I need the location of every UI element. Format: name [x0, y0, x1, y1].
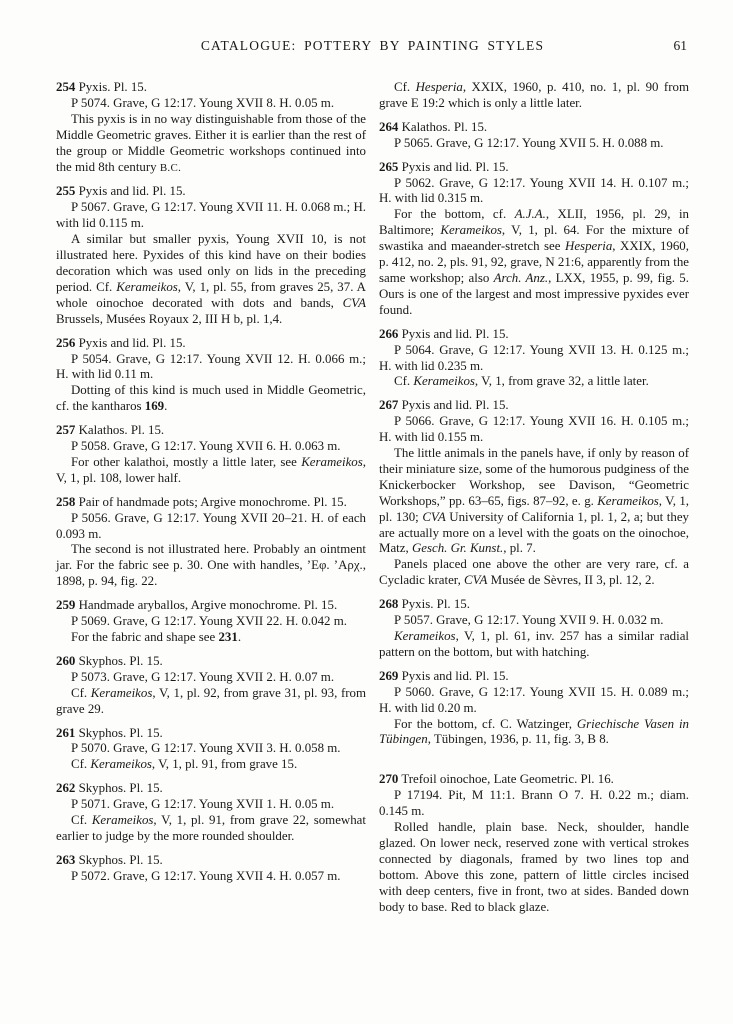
text-segment: For the bottom, cf.: [394, 207, 515, 222]
entry-paragraph: [379, 557, 689, 589]
text-segment: CVA: [464, 573, 488, 588]
text-segment: P 5069. Grave, G 12:17. Young XVII 22. H. 0.042 m.: [71, 614, 347, 629]
entry-number: 263: [56, 852, 76, 867]
entry-heading: 256 Pyxis and lid. Pl. 15.: [56, 335, 186, 350]
text-segment: P 5058. Grave, G 12:17. Young XVII 6. H. 0.063 m.: [71, 439, 341, 454]
entry-paragraph: [56, 614, 366, 630]
entry-number: 270: [379, 772, 399, 787]
text-segment: P 5064. Grave, G 12:17. Young XVII 13. H. 0.125 m.; H. with lid 0.235 m.: [379, 342, 689, 373]
catalog-entry: [56, 423, 366, 487]
entry-paragraph: [56, 511, 366, 543]
text-segment: 231: [218, 630, 238, 644]
entry-number: 268: [379, 597, 399, 612]
entry-heading: 267 Pyxis and lid. Pl. 15.: [379, 398, 509, 413]
text-segment: P 5060. Grave, G 12:17. Young XVII 15. H. 0.089 m.; H. with lid 0.20 m.: [379, 684, 689, 715]
entry-paragraph: [56, 542, 366, 590]
entry-heading: 254 Pyxis. Pl. 15.: [56, 80, 147, 94]
page-number: 61: [673, 38, 687, 53]
text-segment: P 17194. Pit, M 11:1. Brann O 7. H. 0.22 m.; diam. 0.145 m.: [379, 788, 689, 819]
entry-number: 265: [379, 159, 399, 174]
text-segment: CVA: [422, 509, 446, 524]
catalog-entry: [379, 120, 689, 152]
text-segment: P 5071. Grave, G 12:17. Young XVII 1. H. 0.05 m.: [71, 797, 335, 812]
text-segment: Hesperia: [565, 239, 613, 254]
text-segment: .: [237, 630, 242, 644]
entry-paragraph: [56, 686, 366, 718]
text-segment: Cf.: [394, 374, 414, 389]
running-head-title: CATALOGUE: POTTERY BY PAINTING STYLES: [200, 38, 545, 53]
catalog-entry: [56, 726, 366, 774]
entry-paragraph: [379, 374, 689, 390]
entry-heading: 262 Skyphos. Pl. 15.: [56, 781, 163, 796]
text-segment: Rolled handle, plain base. Neck, shoulder, handle glazed. On lower neck, reserved zone with vertical strokes connected by diagonals, framed by two lines top and bottom. Above this zone, pattern of little circles incised with deep centers, five in front, two at sides. Banded down body to base. Red to black glaze.: [379, 820, 689, 914]
text-segment: P 5072. Grave, G 12:17. Young XVII 4. H. 0.057 m.: [71, 868, 341, 883]
text-segment: , Tübingen, 1936, p. 11, fig. 3, B 8.: [427, 732, 609, 747]
entry-number: 264: [379, 119, 399, 134]
text-segment: Griechische Vasen in Tübingen: [379, 716, 689, 747]
catalog-entry: [56, 336, 366, 416]
text-segment: Panels placed one above the other are very rare, cf. a Cycladic krater,: [379, 557, 689, 588]
entry-heading: 255 Pyxis and lid. Pl. 15.: [56, 184, 186, 199]
entry-heading: 263 Skyphos. Pl. 15.: [56, 852, 163, 867]
text-segment: , V, 1, pl. 130;: [379, 493, 689, 524]
text-segment: , V, 1, pl. 61, inv. 257 has a similar radial pattern on the bottom, but with hatching.: [379, 629, 689, 659]
text-segment: A.J.A.: [514, 207, 546, 222]
entry-number: 267: [379, 398, 399, 413]
text-segment: , XLII, 1956, pl. 29, in Baltimore;: [379, 207, 689, 238]
entry-heading: 269 Pyxis and lid. Pl. 15.: [379, 668, 509, 683]
text-segment: Kerameikos: [413, 374, 475, 389]
text-segment: Kerameikos: [394, 629, 456, 643]
catalog-entry: [379, 160, 689, 319]
text-segment: The little animals in the panels have, if only by reason of their miniature size, some of the humorous pudginess of the Knickerbocker Workshop, see Davison, “Geometric Workshops,” pp. 63–65, figs. 87–92, e. g.: [379, 446, 689, 508]
text-segment: , XXIX, 1960, p. 412, no. 2, pls. 91, 92, grave, N 21:6, apparently from the same workshop; also: [379, 239, 689, 285]
entry-paragraph: [379, 80, 689, 112]
text-segment: B.C.: [159, 161, 182, 174]
text-segment: Musée de Sèvres, II 3, pl. 12, 2.: [487, 573, 655, 588]
catalog-entry: [379, 398, 689, 589]
text-segment: Cf.: [71, 685, 91, 700]
text-segment: , XXIX, 1960, p. 410, no. 1, pl. 90 from grave E 19:2 which is only a little later.: [379, 80, 689, 110]
text-segment: P 5073. Grave, G 12:17. Young XVII 2. H. 0.07 m.: [71, 669, 335, 684]
catalog-entry: [56, 598, 366, 646]
catalog-entry: [379, 669, 689, 749]
text-segment: The second is not illustrated here. Probably an ointment jar. For the fabric see p. 30. One with handles, ’Εφ. ’Αρχ., 1898, p. 94, fig. 22.: [56, 542, 366, 589]
entry-number: 257: [56, 423, 76, 438]
entry-continuation: [379, 80, 689, 112]
entry-paragraph: [56, 630, 366, 646]
catalog-entry: [56, 654, 366, 718]
text-segment: For other kalathoi, mostly a little later, see: [71, 454, 302, 469]
entry-number: 260: [56, 653, 76, 668]
entry-number: 258: [56, 494, 76, 509]
text-segment: P 5062. Grave, G 12:17. Young XVII 14. H. 0.107 m.; H. with lid 0.315 m.: [379, 175, 689, 206]
entry-paragraph: [379, 446, 689, 557]
entry-paragraph: [56, 757, 366, 773]
entry-number: 266: [379, 326, 399, 341]
text-segment: , pl. 7.: [503, 541, 536, 556]
catalog-entry: [379, 597, 689, 661]
entry-paragraph: [56, 112, 366, 177]
entry-paragraph: [379, 717, 689, 749]
entry-paragraph: [56, 670, 366, 686]
entry-heading: 266 Pyxis and lid. Pl. 15.: [379, 326, 509, 341]
entry-paragraph: [56, 797, 366, 813]
entry-paragraph: [379, 820, 689, 915]
catalog-entry: [56, 495, 366, 590]
text-segment: Cf.: [71, 813, 92, 828]
entry-paragraph: [379, 207, 689, 318]
text-segment: A similar but smaller pyxis, Young XVII 10, is not illustrated here. Pyxides of this kind have on their bodies decoration which was used only on lids in the preceding period. Cf.: [56, 232, 366, 294]
text-segment: University of California 1, pl. 1, 2, a; but they are actually more on a level with the goats on the oinochoe, Matz,: [379, 509, 689, 556]
text-columns: [56, 80, 689, 916]
text-segment: Gesch. Gr. Kunst.: [411, 541, 504, 556]
text-segment: Kerameikos: [597, 493, 659, 508]
text-segment: Kerameikos: [116, 279, 178, 294]
text-segment: P 5057. Grave, G 12:17. Young XVII 9. H. 0.032 m.: [394, 613, 664, 628]
entry-paragraph: [379, 414, 689, 446]
text-segment: Kerameikos: [90, 685, 153, 700]
text-segment: , V, 1, pl. 55, from graves 25, 37. A whole oinochoe decorated with dots and bands,: [56, 279, 366, 310]
entry-paragraph: [56, 352, 366, 384]
entry-paragraph: [56, 741, 366, 757]
text-segment: , V, 1, pl. 92, from grave 31, pl. 93, from grave 29.: [56, 685, 366, 716]
text-segment: P 5066. Grave, G 12:17. Young XVII 16. H. 0.105 m.; H. with lid 0.155 m.: [379, 414, 689, 445]
text-segment: Cf.: [71, 757, 91, 772]
entry-heading: 257 Kalathos. Pl. 15.: [56, 423, 165, 438]
text-segment: For the fabric and shape see: [71, 630, 219, 644]
entry-number: 262: [56, 781, 76, 796]
text-segment: Kerameikos: [90, 757, 152, 772]
entry-number: 255: [56, 184, 76, 199]
text-segment: Kerameikos: [301, 454, 363, 469]
catalog-entry: [56, 781, 366, 845]
text-segment: This pyxis is in no way distinguishable from those of the Middle Geometric graves. Either it is earlier than the rest of the group or Middle Geometric workshops continued into the mid 8th century: [56, 111, 366, 174]
text-segment: , V, 1, pl. 91, from grave 22, somewhat earlier to judge by the more rounded shoulder.: [56, 813, 366, 843]
running-head: [56, 38, 689, 55]
entry-paragraph: [56, 200, 366, 232]
entry-number: 259: [56, 598, 76, 613]
text-segment: , V, 1, pl. 91, from grave 15.: [151, 757, 298, 772]
entry-number: 261: [56, 725, 76, 740]
text-segment: Hesperia: [415, 80, 463, 94]
entry-paragraph: [56, 96, 366, 112]
text-segment: , V, 1, pl. 64. For the mixture of swastika and maeander-stretch see: [379, 223, 689, 254]
entry-paragraph: [56, 439, 366, 455]
text-segment: Kerameikos: [91, 813, 154, 828]
entry-heading: 258 Pair of handmade pots; Argive monochrome. Pl. 15.: [56, 494, 347, 509]
text-segment: CVA: [342, 295, 366, 310]
left-column: [56, 80, 366, 916]
text-segment: , V, 1, from grave 32, a little later.: [474, 374, 649, 389]
text-segment: Kerameikos: [440, 223, 502, 238]
entry-paragraph: [379, 685, 689, 717]
text-segment: P 5067. Grave, G 12:17. Young XVII 11. H. 0.068 m.; H. with lid 0.115 m.: [56, 200, 366, 231]
text-segment: , V, 1, pl. 108, lower half.: [56, 454, 366, 485]
entry-heading: 264 Kalathos. Pl. 15.: [379, 119, 488, 134]
entry-paragraph: [56, 383, 366, 415]
text-segment: Cf.: [394, 80, 416, 94]
text-segment: P 5056. Grave, G 12:17. Young XVII 20–21. H. of each 0.093 m.: [56, 510, 366, 541]
entry-heading: 259 Handmade aryballos, Argive monochrome. Pl. 15.: [56, 598, 338, 613]
right-column: [379, 80, 689, 916]
entry-paragraph: [56, 232, 366, 327]
entry-paragraph: [379, 343, 689, 375]
entry-paragraph: [379, 629, 689, 661]
entry-heading: 270 Trefoil oinochoe, Late Geometric. Pl. 16.: [379, 772, 614, 787]
entry-paragraph: [379, 176, 689, 208]
entry-heading: 265 Pyxis and lid. Pl. 15.: [379, 159, 509, 174]
entry-number: 269: [379, 668, 399, 683]
entry-number: 256: [56, 335, 76, 350]
text-segment: Arch. Anz.: [493, 270, 549, 285]
entry-paragraph: [56, 869, 366, 885]
text-segment: .: [164, 399, 168, 414]
text-segment: Dotting of this kind is much used in Middle Geometric, cf. the kantharos: [56, 383, 366, 414]
text-segment: P 5074. Grave, G 12:17. Young XVII 8. H. 0.05 m.: [71, 95, 335, 110]
entry-paragraph: [56, 813, 366, 845]
entry-heading: 268 Pyxis. Pl. 15.: [379, 597, 470, 612]
text-segment: Brussels, Musées Royaux 2, III H b, pl. 1,4.: [56, 311, 283, 326]
text-segment: For the bottom, cf. C. Watzinger,: [394, 716, 577, 731]
catalog-entry: [56, 853, 366, 885]
entry-heading: 260 Skyphos. Pl. 15.: [56, 653, 163, 668]
text-segment: P 5065. Grave, G 12:17. Young XVII 5. H. 0.088 m.: [394, 135, 664, 150]
catalog-entry: [379, 772, 689, 915]
entry-heading: 261 Skyphos. Pl. 15.: [56, 725, 163, 740]
text-segment: 169: [144, 399, 165, 414]
catalog-entry: [56, 184, 366, 327]
text-segment: P 5054. Grave, G 12:17. Young XVII 12. H. 0.066 m.; H. with lid 0.11 m.: [56, 351, 366, 382]
catalog-entry: [379, 327, 689, 391]
entry-paragraph: [379, 788, 689, 820]
text-segment: , LXX, 1955, p. 99, fig. 5. Ours is one of the largest and most impressive pyxides ever found.: [379, 270, 689, 317]
entry-paragraph: [379, 613, 689, 629]
entry-paragraph: [56, 455, 366, 487]
entry-paragraph: [379, 136, 689, 152]
text-segment: P 5070. Grave, G 12:17. Young XVII 3. H. 0.058 m.: [71, 741, 341, 756]
catalog-entry: [56, 80, 366, 176]
entry-number: 254: [56, 80, 76, 94]
